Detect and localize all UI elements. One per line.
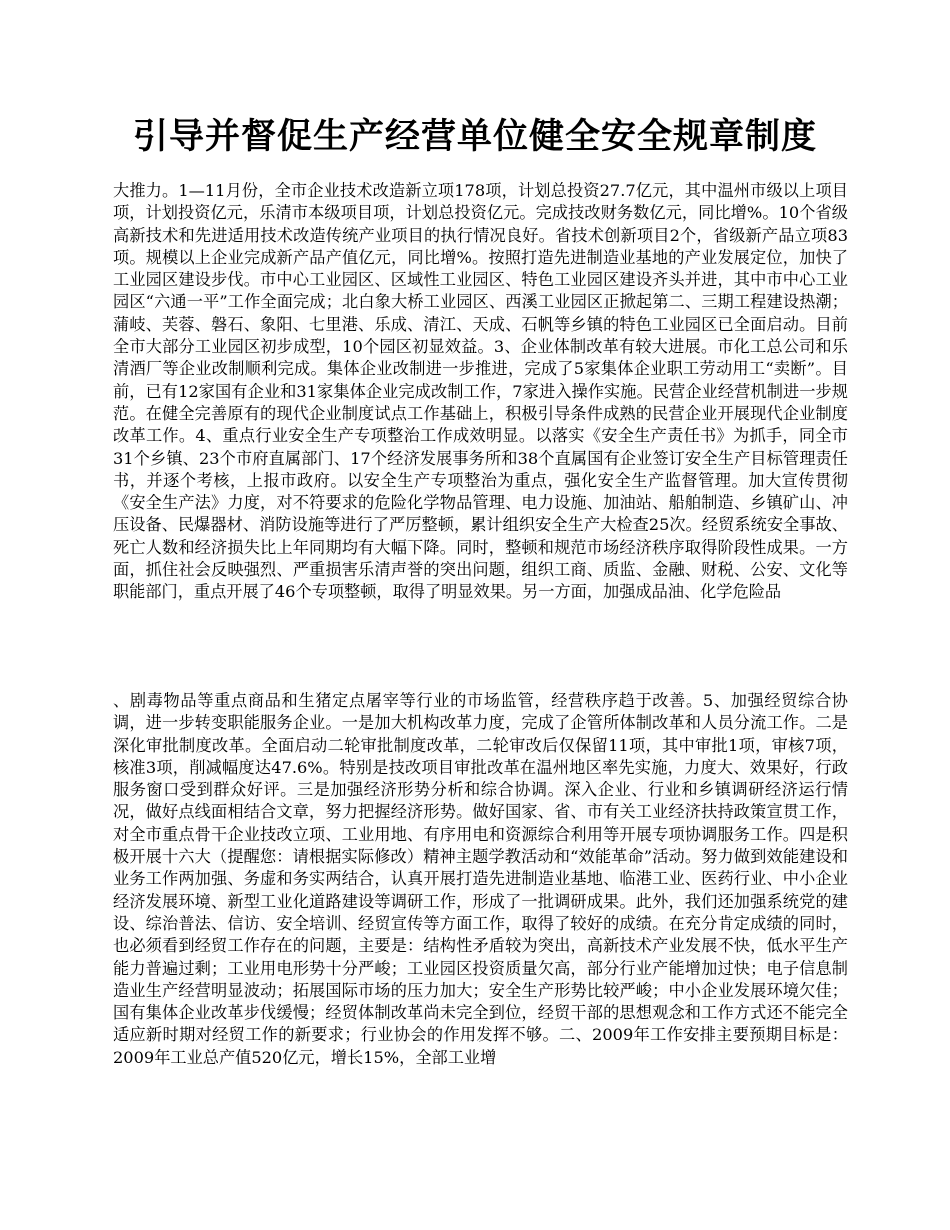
body-paragraph-1: 大推力。1—11月份，全市企业技术改造新立项178项，计划总投资27.7亿元，其中温州市级以上项目项，计划投资亿元，乐清市本级项目项，计划总投资亿元。完成技改财务数亿元，同比增%。10个省级高新技术和先进适用技术改造传统产业项目的执行情况良好。省技术创新项目2个，省级新产品立项83项。规模以上企业完成新产品产值亿元，同比增%。按照打造先进制造业基地的产业发展定位，加快了工业园区建设步伐。市中心工业园区、区域性工业园区、特色工业园区建设齐头并进，其中市中心工业园区“六通一平”工作全面完成；北白象大桥工业园区、西溪工业园区正掀起第二、三期工程建设热潮；蒲岐、芙蓉、磐石、象阳、七里港、乐成、清江、天成、石帆等乡镇的特色工业园区已全面启动。目前全市大部分工业园区初步成型，10个园区初显效益。3、企业体制改革有较大进展。市化工总公司和乐清酒厂等企业改制顺利完成。集体企业改制进一步推进，完成了5家集体企业职工劳动用工“卖断”。目前，已有12家国有企业和31家集体企业完成改制工作，7家进入操作实施。民营企业经营机制进一步规范。在健全完善原有的现代企业制度试点工作基础上，积极引导条件成熟的民营企业开展现代企业制度改革工作。4、重点行业安全生产专项整治工作成效明显。以落实《安全生产责任书》为抓手，同全市31个乡镇、23个市府直属部门、17个经济发展事务所和38个直属国有企业签订安全生产目标管理责任书，并逐个考核，上报市政府。以安全生产专项整治为重点，强化安全生产监督管理。加大宣传贯彻《安全生产法》力度，对不符要求的危险化学物品管理、电力设施、加油站、船舶制造、乡镇矿山、冲压设备、民爆器材、消防设施等进行了严厉整顿，累计组织安全生产大检查25次。经贸系统安全事故、死亡人数和经济损失比上年同期均有大幅下降。同时，整顿和规范市场经济秩序取得阶段性成果。一方面，抓住社会反映强烈、严重损害乐清声誉的突出问题，组织工商、质监、金融、财税、公安、文化等职能部门，重点开展了46个专项整顿，取得了明显效果。另一方面，加强成品油、化学危险品 (113, 181, 848, 602)
document-title: 引导并督促生产经营单位健全安全规章制度 (132, 117, 817, 157)
body-paragraph-2: 、剧毒物品等重点商品和生猪定点屠宰等行业的市场监管，经营秩序趋于改善。5、加强经贸综合协调，进一步转变职能服务企业。一是加大机构改革力度，完成了企管所体制改革和人员分流工作。二是深化审批制度改革。全面启动二轮审批制度改革，二轮审改后仅保留11项，其中审批1项，审核7项，核准3项，削减幅度达47.6%。特别是技改项目审批改革在温州地区率先实施，力度大、效果好，行政服务窗口受到群众好评。三是加强经济形势分析和综合协调。深入企业、行业和乡镇调研经济运行情况，做好点线面相结合文章，努力把握经济形势。做好国家、省、市有关工业经济扶持政策宣贯工作，对全市重点骨干企业技改立项、工业用地、有序用电和资源综合利用等开展专项协调服务工作。四是积极开展十六大（提醒您：请根据实际修改）精神主题学教活动和“效能革命”活动。努力做到效能建设和业务工作两加强、务虚和务实两结合，认真开展打造先进制造业基地、临港工业、医药行业、中小企业经济发展环境、新型工业化道路建设等调研工作，形成了一批调研成果。此外，我们还加强系统党的建设、综治普法、信访、安全培训、经贸宣传等方面工作，取得了较好的成绩。在充分肯定成绩的同时，也必须看到经贸工作存在的问题，主要是：结构性矛盾较为突出，高新技术产业发展不快，低水平生产能力普遍过剩；工业用电形势十分严峻；工业园区投资质量欠高，部分行业产能增加过快；电子信息制造业生产经营明显波动；拓展国际市场的压力加大；安全生产形势比较严峻；中小企业发展环境欠佳；国有集体企业改革步伐缓慢；经贸体制改革尚未完全到位，经贸干部的思想观念和工作方式还不能完全适应新时期对经贸工作的新要求；行业协会的作用发挥不够。二、2009年工作安排主要预期目标是：2009年工业总产值520亿元，增长15%，全部工业增 (113, 691, 848, 1067)
